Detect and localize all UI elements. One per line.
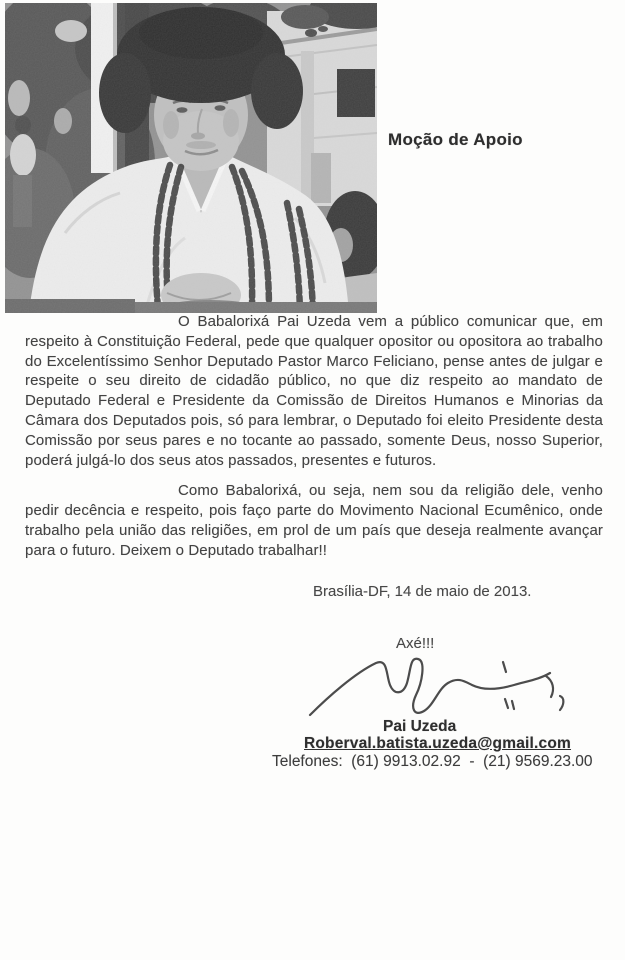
page-title: Moção de Apoio (388, 130, 523, 149)
letter-body (25, 312, 603, 572)
paragraph-1: O Babalorixá Pai Uzeda vem a público comunicar que, em respeito à Constituição Federal, pede que qualquer opositor ou opositora ao trabalho do Excelentíssimo Senhor Deputado Pastor Marco Feliciano, pense antes de julgar e respeite o seu direito de cidadão público, no que diz respeito ao mandato de Deputado Federal e Presidente da Comissão de Direitos Humanos e Minorias da Câmara dos Deputados pois, só para lembrar, o Deputado foi eleito Presidente desta Comissão por seus pares e no tocante ao passado, somente Deus, nosso Superior, poderá julgá-lo dos seus atos passados, presentes e futuros. (25, 313, 603, 469)
signer-name: Pai Uzeda (383, 718, 457, 735)
closing-salutation: Axé!!! (396, 635, 435, 652)
portrait-photo (5, 3, 377, 313)
signature-scrawl (300, 655, 578, 727)
paragraph-2: Como Babalorixá, ou seja, nem sou da religião dele, venho pedir decência e respeito, pois faço parte do Movimento Nacional Ecumênico, onde trabalho pela união das religiões, em prol de um país que deseja realmente avançar para o futuro. Deixem o Deputado trabalhar!! (25, 482, 603, 559)
email-address: Roberval.batista.uzeda@gmail.com (304, 735, 572, 752)
portrait-photo-graphic (5, 3, 377, 313)
phone-numbers: Telefones: (61) 9913.02.92 - (21) 9569.23.00 (272, 753, 593, 770)
dateline: Brasília-DF, 14 de maio de 2013. (313, 583, 532, 600)
